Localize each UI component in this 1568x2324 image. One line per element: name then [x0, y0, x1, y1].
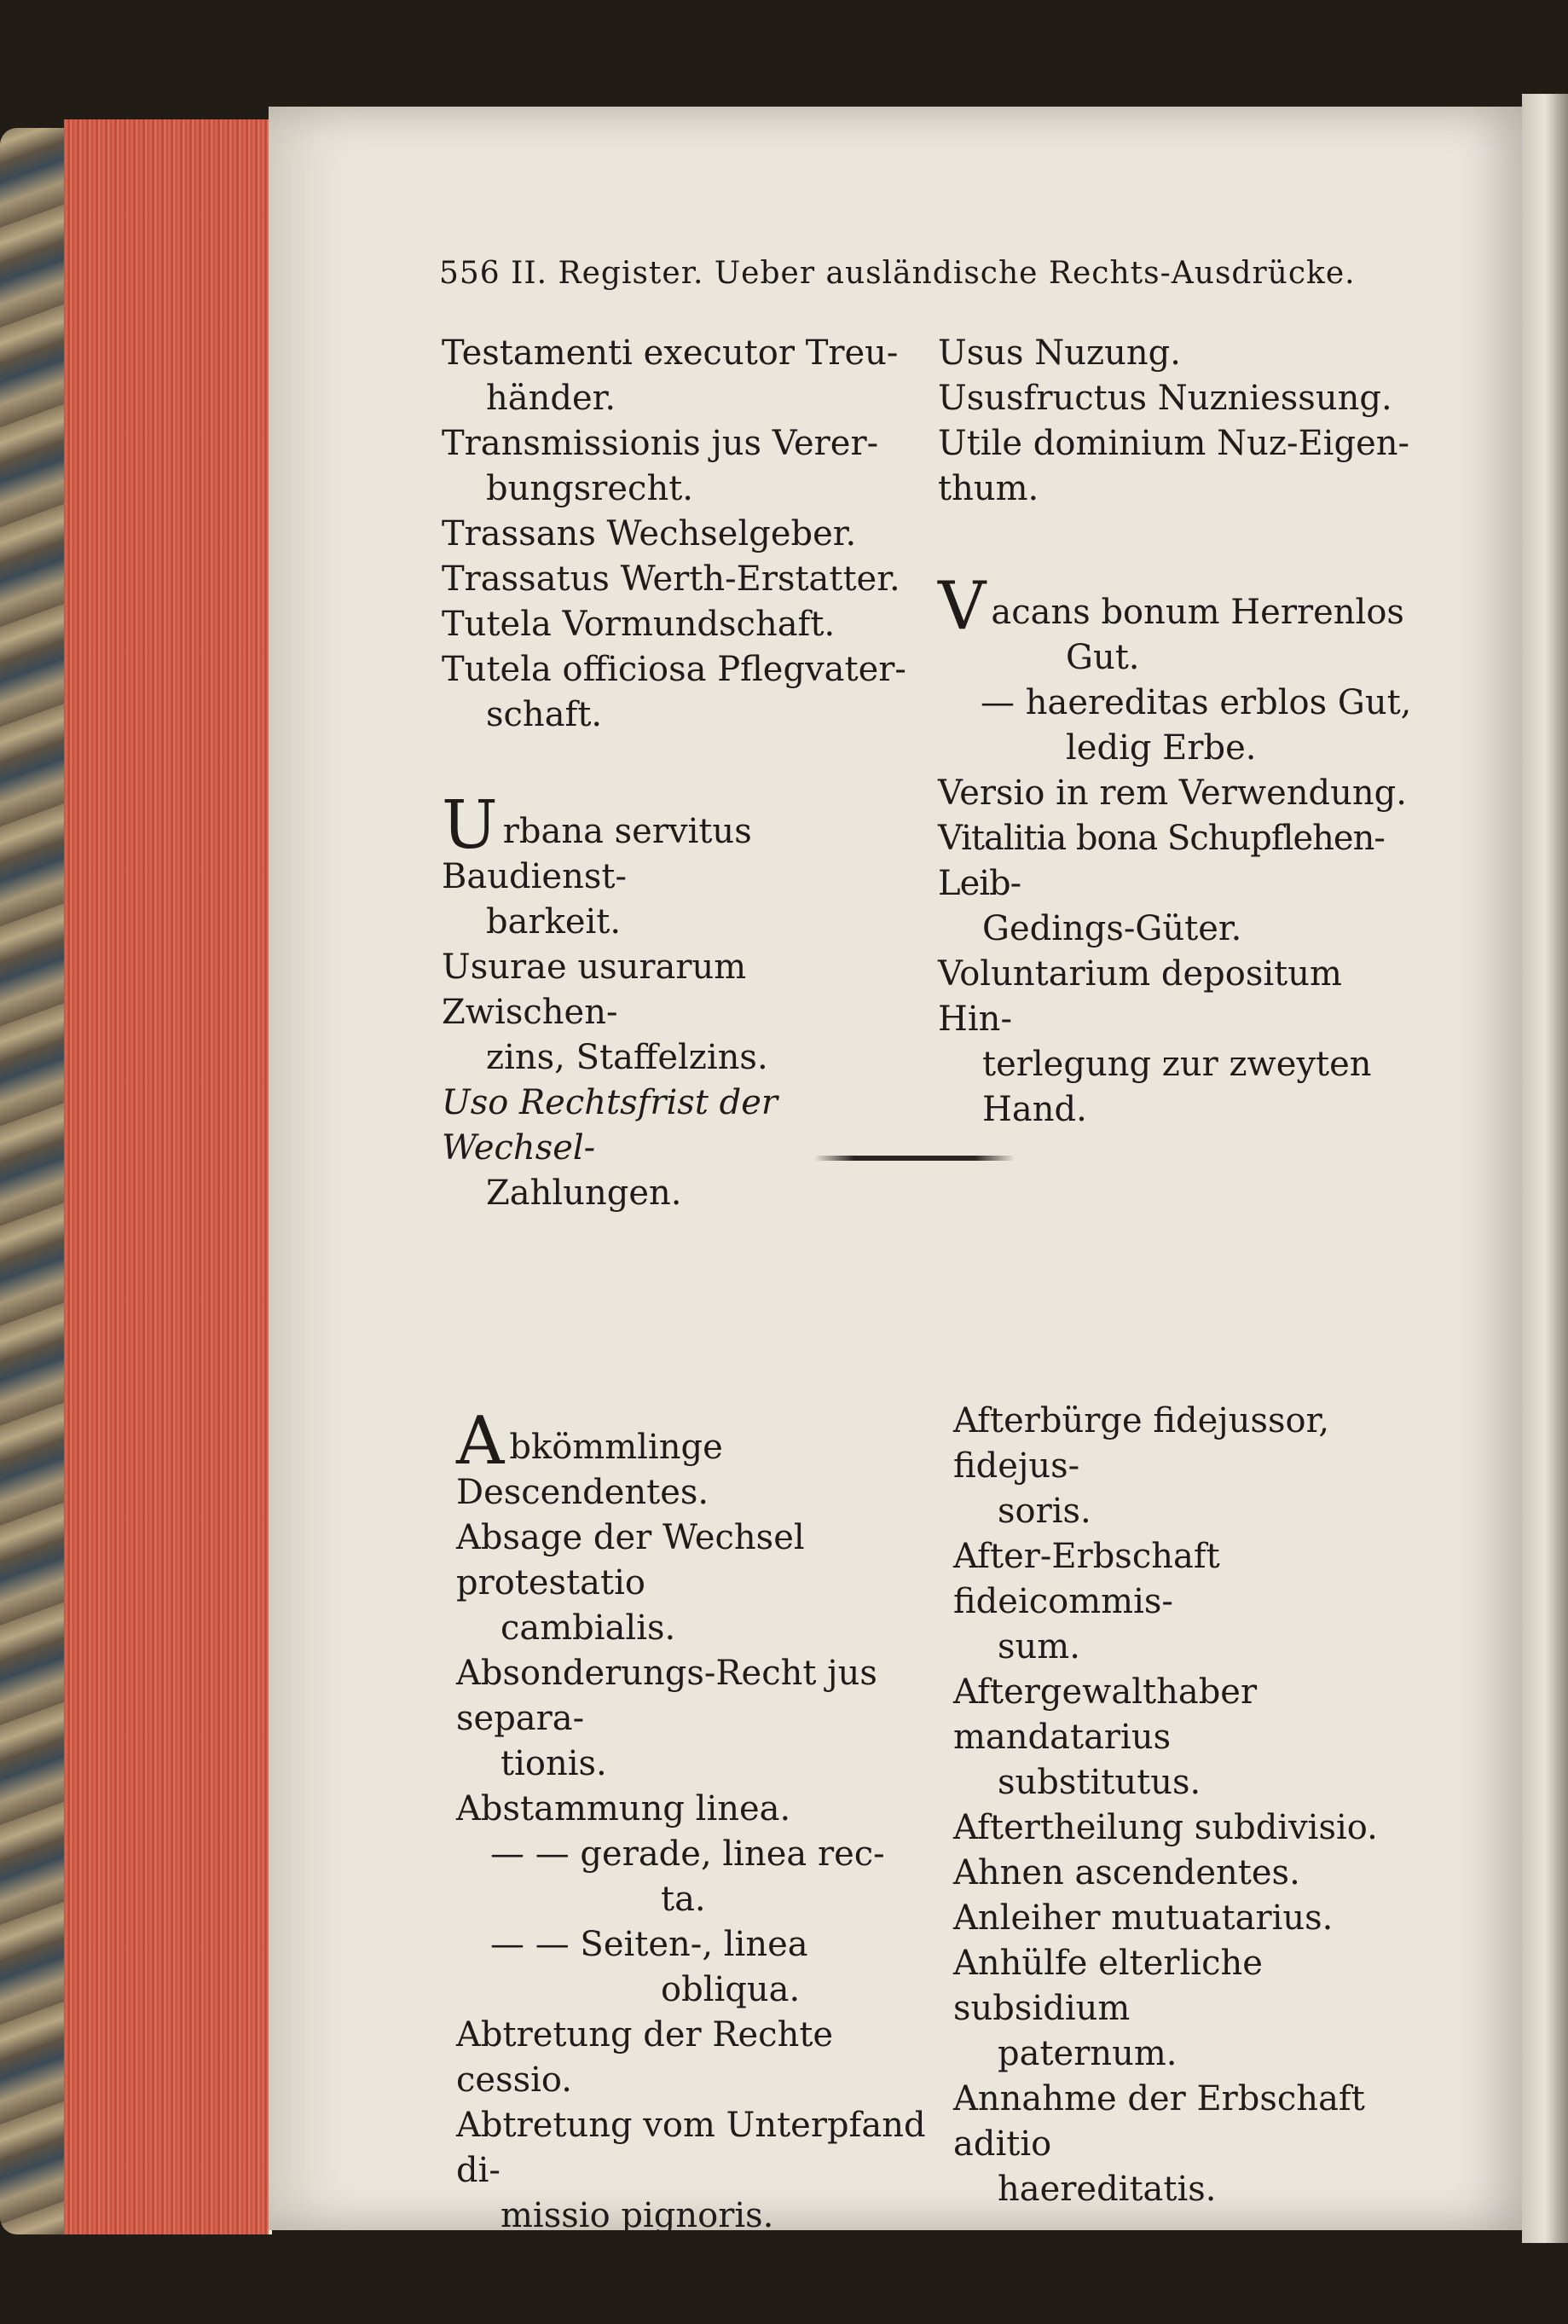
entry-line: ta. [661, 1880, 706, 1919]
entry-line: haereditatis. [998, 2170, 1217, 2209]
entry-line: Gedings-Güter. [982, 909, 1242, 948]
entry-line: zins, Staffelzins. [486, 1038, 768, 1077]
entry-line: After-Erbschaft fideicommis- [953, 1537, 1220, 1621]
entry-line: Abtretung vom Unterpfand di- [456, 2106, 926, 2190]
entry-line: Vitalitia bona Schupflehen-Leib- [938, 819, 1385, 903]
entry-line: Tutela Vormundschaft. [442, 605, 836, 644]
entry-line: thum. [938, 469, 1039, 508]
entry-line: cambialis. [500, 1608, 676, 1648]
entry-line: Ahnen ascendentes. [953, 1853, 1300, 1892]
entry-line: Anhülfe elterliche subsidium [953, 1944, 1263, 2028]
entry-line: Abtretung der Rechte cessio. [456, 2015, 834, 2100]
entry-line: Testamenti executor Treu- [442, 333, 899, 373]
entry-line: obliqua. [661, 1970, 801, 2009]
page-header: 556 II. Register. Ueber ausländische Rechts-Ausdrücke. [439, 256, 1356, 291]
entry-line: Usurae usurarum Zwischen- [442, 948, 747, 1032]
entry-line: Zahlungen. [486, 1174, 682, 1213]
entry-line: sum. [998, 1627, 1080, 1666]
facing-page-edge [1522, 94, 1568, 2243]
entry-line: — haereditas erblos Gut, [981, 683, 1412, 722]
entry-line: soris. [998, 1492, 1091, 1531]
page-edges [64, 119, 272, 2234]
entry-line: Afterbürge fidejussor, fidejus- [953, 1401, 1330, 1486]
entry-line: Absage der Wechsel protestatio [456, 1518, 805, 1602]
entry-line: — — gerade, linea rec- [490, 1834, 885, 1874]
entry-line: Trassatus Werth-Erstatter. [442, 559, 900, 599]
entry-line: Ususfructus Nuzniessung. [938, 379, 1392, 418]
entry-line: ledig Erbe. [1066, 728, 1257, 768]
entry-line: — — Seiten-, linea [490, 1925, 808, 1964]
entry-line: Transmissionis jus Verer- [442, 424, 879, 463]
entry-line: Voluntarium depositum Hin- [938, 954, 1342, 1039]
entry-line: Tutela officiosa Pflegvater- [442, 650, 906, 689]
entry-line: Versio in rem Verwendung. [938, 774, 1407, 813]
entry-line: terlegung zur zweyten Hand. [982, 1045, 1372, 1129]
entry-line: bungsrecht. [486, 469, 694, 508]
entry-line: missio pignoris. [500, 2196, 774, 2235]
entry-line: paternum. [998, 2034, 1177, 2073]
entry-line: Anleiher mutuatarius. [953, 1898, 1334, 1938]
section-initial-v: V [938, 568, 987, 645]
column-bottom-left [456, 1403, 934, 2239]
entry-line: Annahme der Erbschaft aditio [953, 2079, 1365, 2164]
section-initial-a: A [456, 1403, 505, 1480]
entry-line: Utile dominium Nuz-Eigen- [938, 424, 1410, 463]
column-bottom-right [953, 1399, 1431, 2212]
entry-line: tionis. [500, 1744, 607, 1783]
entry-line: schaft. [486, 695, 603, 734]
section-divider-rule [814, 1156, 1015, 1161]
entry-line: Usus Nuzung. [938, 333, 1181, 373]
section-u-first-line: Urbana servitus Baudienst- [442, 787, 752, 896]
section-v-first-line: Vacans bonum Herrenlos [938, 568, 1404, 645]
entry-line: barkeit. [486, 902, 622, 942]
column-top-right [938, 331, 1415, 1133]
entry-line: substitutus. [998, 1763, 1201, 1802]
entry-line: Trassans Wechselgeber. [442, 514, 857, 553]
section-a-first-line: Abkömmlinge Descendentes. [456, 1403, 723, 1512]
section-initial-u: U [442, 787, 498, 864]
entry-line: händer. [486, 379, 616, 418]
column-top-left [442, 331, 919, 1216]
entry-line: Abstammung linea. [456, 1789, 791, 1828]
entry-line: Aftertheilung subdivisio. [953, 1808, 1378, 1847]
entry-line: Gut. [1066, 638, 1140, 677]
entry-line: Uso Rechtsfrist der Wechsel- [442, 1083, 778, 1168]
entry-line: Absonderungs-Recht jus separa- [456, 1654, 877, 1738]
entry-line: Aftergewalthaber mandatarius [953, 1672, 1258, 1757]
